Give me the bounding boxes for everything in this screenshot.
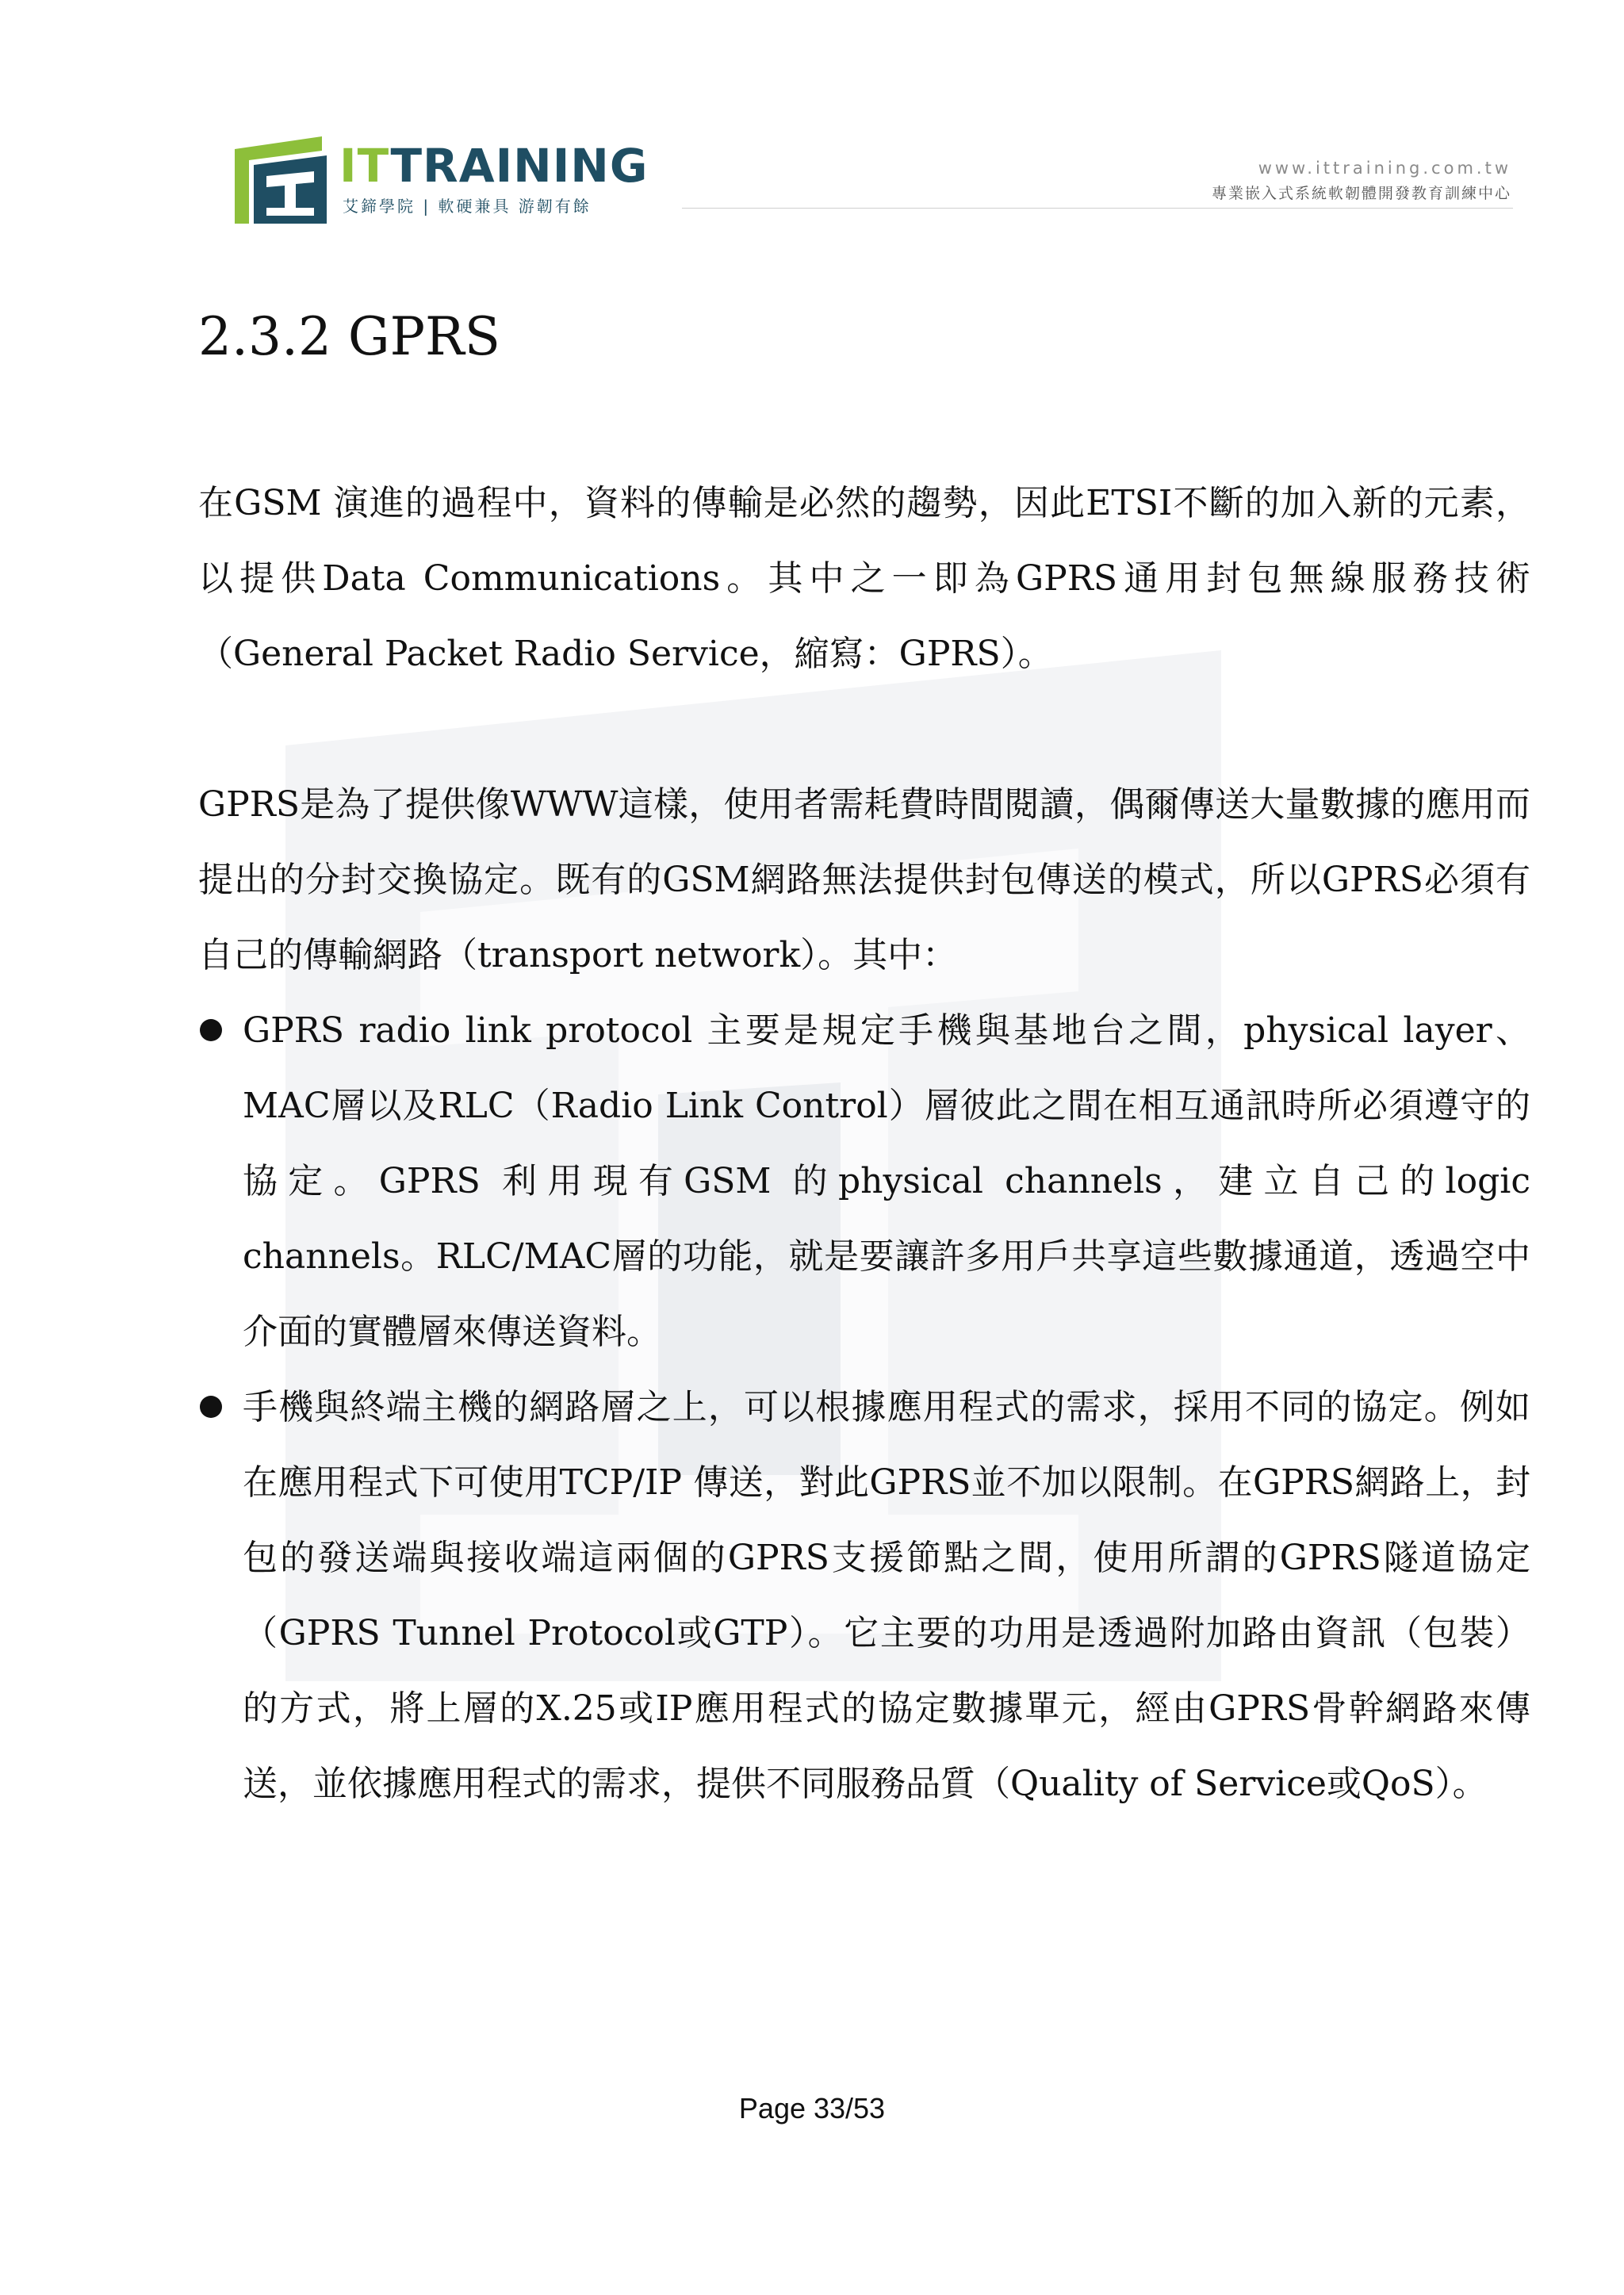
paragraph: 在GSM 演進的過程中，資料的傳輸是必然的趨勢，因此ETSI不斷的加入新的元素，以提供Data Communications。其中之一即為GPRS通用封包無線服務技術（General Packet Radio Service，縮寫：GPRS）。 — [198, 483, 1530, 674]
bullet-text: GPRS radio link protocol 主要是規定手機與基地台之間，physical layer、MAC層以及RLC（Radio Link Control）層彼此之間在相互通訊時所必須遵守的協定。GPRS 利用現有GSM 的physical channels，建立自己的logic channels。RLC/MAC層的功能，就是要讓許多用戶共享這些數據通道，透過空中介面的實體層來傳送資料。 — [243, 1010, 1530, 1352]
page-content — [198, 301, 1530, 1822]
bullet-icon — [200, 1019, 222, 1041]
logo-wordmark: ITTRAINING — [339, 139, 649, 193]
bullet-item — [198, 1370, 1530, 1822]
logo-tagline: 艾鍗學院 | 軟硬兼具 游韌有餘 — [343, 197, 592, 216]
header-subtitle: 專業嵌入式系統軟韌體開發教育訓練中心 — [1211, 185, 1511, 202]
page-header — [0, 0, 1624, 238]
section-heading: 2.3.2 GPRS — [198, 306, 500, 367]
page-number: Page 33/53 — [738, 2092, 886, 2125]
header-divider — [682, 208, 1513, 209]
bullet-list — [198, 993, 1530, 1822]
bullet-icon — [200, 1396, 222, 1418]
logo-mark-icon — [235, 136, 330, 224]
bullet-text: 手機與終端主機的網路層之上，可以根據應用程式的需求，採用不同的協定。例如在應用程式下可使用TCP/IP 傳送，對此GPRS並不加以限制。在GPRS網路上，封包的發送端與接收端這兩個的GPRS支援節點之間，使用所謂的GPRS隧道協定（GPRS Tunnel Protocol或GTP）。它主要的功用是透過附加路由資訊（包裝）的方式，將上層的X.25或IP應用程式的協定數據單元，經由GPRS骨幹網路來傳送，並依據應用程式的需求，提供不同服務品質（Quality of Service或QoS）。 — [243, 1387, 1530, 1804]
bullet-item — [198, 993, 1530, 1370]
paragraph: GPRS是為了提供像WWW這樣，使用者需耗費時間閱讀，偶爾傳送大量數據的應用而提出的分封交換協定。既有的GSM網路無法提供封包傳送的模式，所以GPRS必須有自己的傳輸網路（transport network）。其中： — [198, 784, 1530, 975]
company-logo — [235, 136, 679, 224]
header-url: www.ittraining.com.tw — [1258, 159, 1511, 178]
